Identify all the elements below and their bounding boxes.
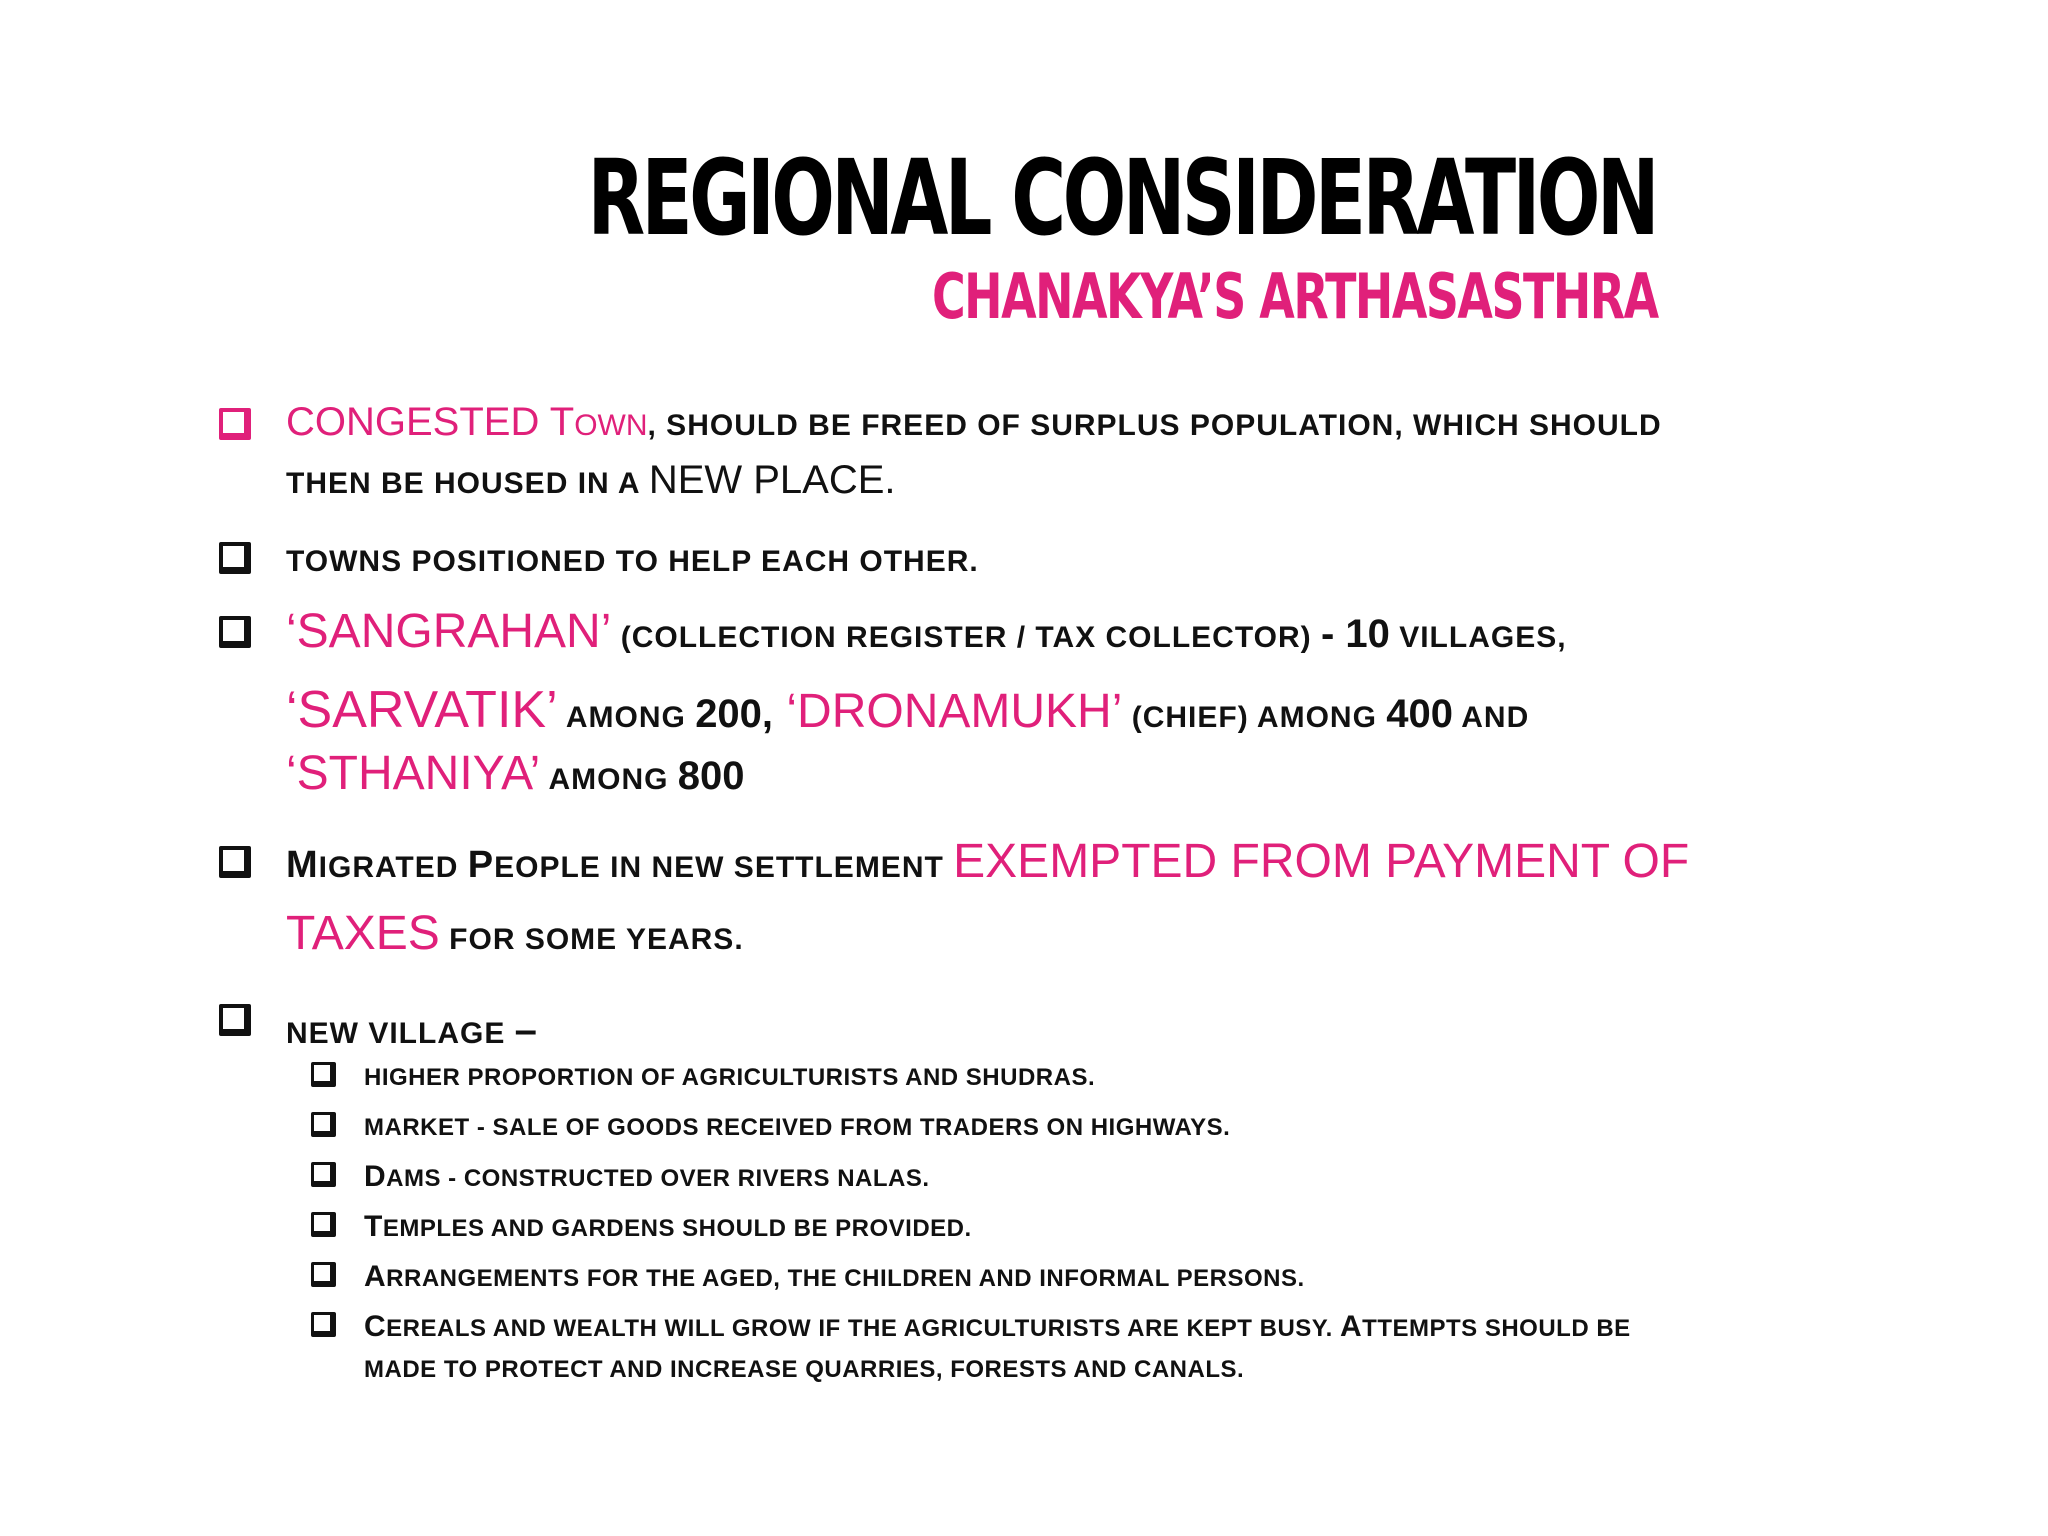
term-sangrahan: ‘SANGRAHAN’	[286, 605, 612, 658]
sub-bullet-1: HIGHER PROPORTION OF AGRICULTURISTS AND SHUDRAS.	[364, 1064, 1096, 1091]
bullet-3-number: - 10	[1320, 612, 1390, 656]
bullet-3-text: (COLLECTION REGISTER / TAX COLLECTOR)	[611, 621, 1321, 654]
bullet-3-text-5: AND	[1453, 701, 1530, 734]
bullet-4-highlight: EXEMPTED FROM PAYMENT OF	[953, 835, 1690, 888]
checkbox-sub-bullet-icon	[311, 1162, 336, 1187]
sub-bullet-6-cap: C	[364, 1310, 387, 1343]
bullet-1-line-1	[286, 400, 1662, 445]
term-sarvatik: ‘SARVATIK’	[286, 681, 558, 739]
checkbox-bullet-icon	[219, 846, 251, 878]
slide-title: REGIONAL CONSIDERATION	[587, 137, 1656, 259]
bullet-3-line-3	[286, 746, 745, 801]
sub-bullet-6-line-1	[364, 1310, 1631, 1344]
bullet-3-number-2: 200,	[695, 692, 774, 736]
checkbox-sub-bullet-icon	[311, 1112, 336, 1137]
checkbox-bullet-icon	[219, 1004, 251, 1036]
sub-bullet-2: MARKET - SALE OF GOODS RECEIVED FROM TRADERS ON HIGHWAYS.	[364, 1114, 1231, 1141]
bullet-4-line-2	[286, 906, 744, 961]
bullet-3-text-3: AMONG	[557, 701, 696, 734]
bullet-3-text-2: VILLAGES,	[1389, 621, 1567, 654]
bullet-3-text-4: (CHIEF) AMONG	[1122, 701, 1387, 734]
bullet-1-highlight: CONGESTED T	[286, 400, 575, 444]
sub-bullet-4-text: EMPLES AND GARDENS SHOULD BE PROVIDED.	[382, 1215, 972, 1242]
slide-subtitle: CHANAKYA’S ARTHASASTHRA	[932, 260, 1658, 333]
checkbox-sub-bullet-icon	[311, 1312, 336, 1337]
bullet-3-number-3: 400	[1386, 692, 1454, 736]
sub-bullet-3-cap: D	[364, 1160, 387, 1193]
bullet-3-number-4: 800	[677, 754, 745, 798]
checkbox-bullet-icon	[219, 408, 251, 440]
checkbox-sub-bullet-icon	[311, 1262, 336, 1287]
sub-bullet-6-cap-2: A	[1340, 1310, 1363, 1343]
bullet-3-line-1	[286, 604, 1567, 659]
bullet-4-text: IGRATED	[318, 851, 468, 884]
bullet-3-line-2	[286, 680, 1529, 740]
sub-bullet-3-text: AMS - CONSTRUCTED OVER RIVERS NALAS.	[386, 1165, 930, 1192]
bullet-4-text-3: FOR SOME YEARS.	[439, 923, 744, 956]
bullet-4-highlight-2: TAXES	[286, 907, 440, 960]
sub-bullet-5-text: RRANGEMENTS FOR THE AGED, THE CHILDREN AND INFORMAL PERSONS.	[386, 1265, 1305, 1292]
checkbox-bullet-icon	[219, 616, 251, 648]
bullet-1-text-2: THEN BE HOUSED IN A	[286, 467, 649, 500]
sub-bullet-5	[364, 1260, 1305, 1294]
sub-bullet-6-text-2: TTEMPTS SHOULD BE	[1362, 1315, 1631, 1342]
bullet-4-cap: M	[286, 844, 319, 886]
sub-bullet-3	[364, 1160, 930, 1194]
checkbox-sub-bullet-icon	[311, 1062, 336, 1087]
bullet-1-line-2	[286, 458, 896, 503]
sub-bullet-6-text: EREALS AND WEALTH WILL GROW IF THE AGRICULTURISTS ARE KEPT BUSY.	[386, 1315, 1340, 1342]
bullet-5-line-1	[286, 1008, 537, 1053]
sub-bullet-6-line-2: MADE TO PROTECT AND INCREASE QUARRIES, FORESTS AND CANALS.	[364, 1356, 1245, 1383]
bullet-1-highlight-small: OWN	[574, 409, 648, 442]
term-dronamukh: ‘DRONAMUKH’	[773, 685, 1123, 738]
term-sthaniya: ‘STHANIYA’	[286, 747, 541, 800]
bullet-4-line-1	[286, 834, 1689, 889]
sub-bullet-4	[364, 1210, 972, 1244]
bullet-4-text-2: EOPLE IN NEW SETTLEMENT	[494, 851, 954, 884]
bullet-3-text-6: AMONG	[540, 763, 678, 796]
bullet-5-dash: –	[514, 1008, 537, 1052]
sub-bullet-4-cap: T	[364, 1210, 383, 1243]
bullet-4-cap-2: P	[467, 844, 495, 886]
checkbox-sub-bullet-icon	[311, 1212, 336, 1237]
sub-bullet-5-cap: A	[364, 1260, 387, 1293]
bullet-1-text: , SHOULD BE FREED OF SURPLUS POPULATION, WHICH SHOULD	[647, 409, 1662, 442]
bullet-2-line-1: TOWNS POSITIONED TO HELP EACH OTHER.	[286, 545, 979, 578]
checkbox-bullet-icon	[219, 542, 251, 574]
bullet-1-emphasis: NEW PLACE.	[648, 458, 896, 502]
bullet-5-text: NEW VILLAGE	[286, 1017, 515, 1050]
